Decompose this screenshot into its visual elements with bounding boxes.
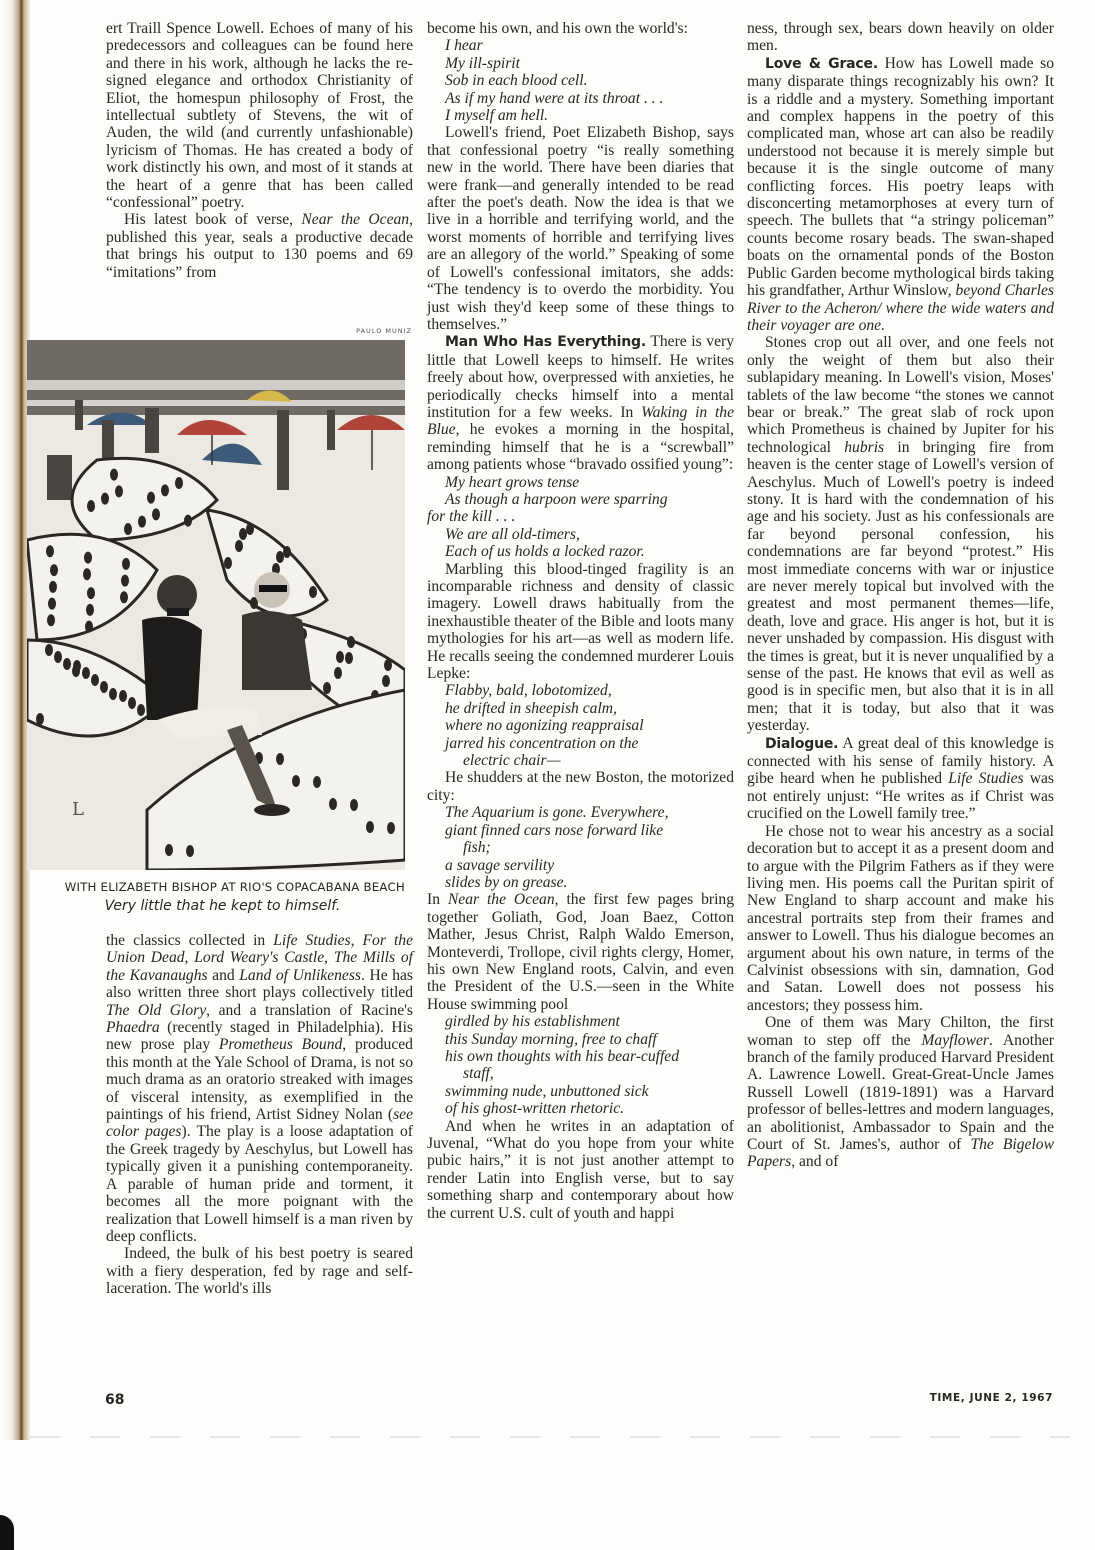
verse-line: As though a harpoon were sparring xyxy=(445,490,668,508)
text-run: There is very little that Lowell keeps to himself. He writes freely about how, overpressed with anxieties, he periodically checks himself into a mental institution for a few weeks. In xyxy=(427,333,734,421)
verse-line: As if my hand were at its throat . . . xyxy=(445,89,664,107)
kite-spot xyxy=(36,713,44,725)
kite-spot xyxy=(283,546,291,558)
verse-line: We are all old-timers, xyxy=(445,525,580,543)
section-subhead: Love & Grace. xyxy=(765,55,878,72)
text-run: A great deal of this knowledge is connected with his sense of family history. A gibe heard when he published xyxy=(747,734,1054,788)
kite-spot xyxy=(382,675,390,687)
kite-spot xyxy=(184,515,192,527)
kite-spot xyxy=(239,528,247,540)
kite-spot xyxy=(128,697,136,709)
kite-spot xyxy=(86,604,94,616)
verse-line: Sob in each blood cell. xyxy=(445,72,588,90)
kite-spot xyxy=(122,558,130,570)
verse-line: I myself am hell. xyxy=(445,107,549,125)
kite-spot xyxy=(87,587,95,599)
text-run: the classics collected in xyxy=(106,932,274,949)
text-run: ). The play is a loose adaptation of the Greek tragedy by Aeschylus, but Lowell has typically given it a punishing contemporaneity. A parable of human pride and torment, it becomes all the more poignant with the realization that Lowell himself is a man riven by deep conflicts. xyxy=(106,1123,413,1245)
verse-quote xyxy=(427,474,734,561)
verse-line: a savage servility xyxy=(445,856,555,874)
text-run: . He has also written three short plays collectively titled xyxy=(106,966,413,1002)
play-title: The Old Glory xyxy=(106,1001,207,1019)
kite-spot xyxy=(85,621,93,633)
kite-spot xyxy=(83,568,91,580)
verse-line: I hear xyxy=(445,37,483,55)
kite-spot xyxy=(84,552,92,564)
text-run: and xyxy=(207,966,240,984)
kite-spot xyxy=(47,614,55,626)
kite-spot xyxy=(101,493,109,505)
kite-spot xyxy=(115,485,123,497)
verse-line: Each of us holds a locked razor. xyxy=(445,543,645,561)
verse-line: swimming nude, unbuttoned sick xyxy=(445,1082,649,1100)
kite-spot xyxy=(109,688,117,700)
book-titles: Life Studies, For the Union Dead, Lord Weary's Castle, The Mills of the Kavanaughs xyxy=(106,932,414,984)
photo-subcaption: Very little that he kept to himself. xyxy=(104,898,341,914)
text-run: Stones crop out all over, and one feels not only the weight of them but also their sublapidary meaning. In Lowell's vision, Moses' tablets of the law become “the stones we cannot bear or break.” The great slab of rock upon which Prometheus is chained by Jupiter for his technological xyxy=(747,334,1054,456)
kite-spot xyxy=(334,667,342,679)
verse-inline-quote: beyond Charles River to the Acheron/ where the wide waters and their voyager are one. xyxy=(747,282,1054,334)
paragraph: And when he writes in an adaptation of Juvenal, “What do you hope from your white pubic hairs,” it is not just another attempt to render Latin into English verse, but to say something sharp and contemporary about how the current U.S. cult of youth and happi xyxy=(427,1117,734,1222)
kite-spot xyxy=(347,636,355,648)
verse-line: girdled by his establishment xyxy=(445,1013,620,1031)
verse-line: for the kill . . . xyxy=(427,508,516,526)
kite-spot xyxy=(138,516,146,528)
column-3 xyxy=(747,20,1054,1171)
paragraph: become his own, and his own the world's: xyxy=(427,20,688,37)
paragraph xyxy=(747,1014,1054,1171)
kite-spot xyxy=(276,551,284,563)
column-1-top xyxy=(106,20,413,281)
kite-spot xyxy=(119,690,127,702)
poem-title: Waking in the Blue xyxy=(427,403,734,439)
beach-photo-illustration xyxy=(27,340,405,870)
verse-line: fish; xyxy=(463,839,491,857)
book-title: Near the Ocean xyxy=(447,891,555,909)
kite-spot xyxy=(235,540,243,552)
verse-quote xyxy=(427,804,734,891)
text-run: (recently staged in Philadelphia). His new prose play xyxy=(106,1019,413,1054)
play-title: Prometheus Bound xyxy=(218,1036,343,1054)
verse-line: he drifted in sheepish calm, xyxy=(445,699,617,717)
kite-spot xyxy=(309,586,317,598)
text-run: , published this year, seals a productive decade that brings his output to 130 poems and 69 “imitations” from xyxy=(106,211,413,281)
surf xyxy=(27,380,405,390)
verse-line: jarred his concentration on the xyxy=(445,734,639,752)
book-title: The Bigelow Papers xyxy=(747,1136,1054,1171)
book-title: Life Studies xyxy=(948,770,1024,788)
text-run: In xyxy=(427,891,448,909)
text-run: , the first few pages bring together Goliath, God, Joan Baez, Cotton Mather, Jesus Christ, Ralph Waldo Emerson, Monteverdi, Trollope, civil rights clergy, Homer, his own New England roots, Calvin, and even the President of the U.S.—seen in the White House swimming pool xyxy=(427,891,735,1013)
paragraph: Lowell's friend, Poet Elizabeth Bishop, says that confessional poetry “is really something new in the world. There have been diaries that were frank—and generally intended to be read after the poet's death. Now the idea is that we live in a horrible and terrifying world, and the worst moments of horrible and terrifying lives are an allegory of the world.” Speaking of some of Lowell's confessional imitators, she adds: “The tendency is to overdo the morbidity. You just wish they'd keep some of these things to themselves.” xyxy=(427,124,734,333)
play-title: Phaedra xyxy=(106,1019,160,1037)
book-title: Near the Ocean xyxy=(301,211,410,229)
paragraph xyxy=(747,55,1054,335)
paragraph xyxy=(106,932,413,1245)
paragraph: Marbling this blood-tinged fragility is an incomparable richness and density of classic imagery. Lowell draws habitually from the inexhaustible theater of the Bible and loots many mythologies for his art—as well as modern life. He recalls seeing the condemned murderer Louis Lepke: xyxy=(427,560,734,683)
verse-line: My heart grows tense xyxy=(445,473,580,491)
kite-spot xyxy=(366,821,374,833)
verse-quote xyxy=(427,1013,734,1117)
verse-line: this Sunday morning, free to chaff xyxy=(445,1030,657,1048)
verse-line: slides by on grease. xyxy=(445,873,568,891)
section-subhead: Man Who Has Everything. xyxy=(445,334,646,351)
kite-spot xyxy=(387,822,395,834)
paragraph xyxy=(427,333,734,473)
book-title: Land of Unlikeness xyxy=(239,966,361,984)
verse-quote xyxy=(427,682,734,769)
verse-line: where no agonizing reappraisal xyxy=(445,717,644,735)
kite-spot xyxy=(329,798,337,810)
kite-spot xyxy=(313,776,321,788)
column-1-bottom xyxy=(106,932,413,1298)
beach-photo xyxy=(27,340,405,870)
kite-spot xyxy=(63,658,71,670)
kite-spot xyxy=(345,652,353,664)
verse-line: electric chair— xyxy=(463,752,561,770)
kite-spot xyxy=(121,575,129,587)
section-subhead: Dialogue. xyxy=(765,735,839,752)
paragraph: Indeed, the bulk of his best poetry is seared with a fiery desperation, fed by rage and self-laceration. The world's ills xyxy=(106,1245,413,1298)
kite-spot xyxy=(350,799,358,811)
kite-spot xyxy=(48,598,56,610)
issue-date-line: TIME, JUNE 2, 1967 xyxy=(929,1392,1053,1404)
paragraph xyxy=(427,891,734,1013)
kite-spot xyxy=(336,651,344,663)
kite-spot xyxy=(73,660,81,672)
verse-line: of his ghost-written rhetoric. xyxy=(445,1100,625,1118)
binding-corner xyxy=(0,1515,14,1550)
text-run: How has Lowell made so many disparate things recognizably his own? It is a riddle and a mystery. Something important and complex happens in the poetry of this complicated man, whose art can also be readily understood not because it is merely simple but because it is the single outcome of many conflicting forces. His poetry leaps with disconcerting metamorphoses at every turn of speech. The bullets that “a stringy policeman” counts become rosary beads. The swan-shaped boats on the ornamental ponds of the Boston Public Garden become mythological birds taking his grandfather, Arthur Winslow, xyxy=(747,54,1054,300)
column-2 xyxy=(427,20,734,1222)
kite-spot xyxy=(91,674,99,686)
photo-caption: WITH ELIZABETH BISHOP AT RIO'S COPACABANA BEACH xyxy=(64,880,405,894)
verse-line: The Aquarium is gone. Everywhere, xyxy=(445,804,669,822)
ship-name: Mayflower xyxy=(921,1031,989,1049)
text-run: . Another branch of the family produced Harvard President A. Lawrence Lowell. Great-Great-Uncle James Russell Lowell (1819-1891) was a Harvard professor of belles-lettres and modern languages, an abolitionist, Ambassador to Spain and the Court of St. James's, author of xyxy=(747,1031,1054,1153)
paragraph: ness, through sex, bears down heavily on older men. xyxy=(747,20,1054,55)
verse-line: his own thoughts with his bear-cuffed xyxy=(445,1047,680,1065)
kite-spot xyxy=(100,681,108,693)
verse-line: staff, xyxy=(463,1065,494,1083)
kite-spot xyxy=(110,469,118,481)
cross-reference: see color pages xyxy=(106,1106,413,1141)
kite-spot xyxy=(161,484,169,496)
kite-spot xyxy=(384,659,392,671)
text-run: His latest book of verse, xyxy=(124,211,302,229)
book-binding-edge xyxy=(0,0,30,1440)
kite-spot xyxy=(120,591,128,603)
kite-spot xyxy=(137,704,145,716)
kite-spot xyxy=(292,775,300,787)
kite-spot xyxy=(175,477,183,489)
surf-line xyxy=(27,400,405,406)
paragraph xyxy=(747,334,1054,734)
kite-spot xyxy=(165,844,173,856)
text-run: , and of xyxy=(791,1153,839,1171)
page-number: 68 xyxy=(105,1392,125,1408)
print-artifact xyxy=(30,1436,1070,1438)
verse-line: giant finned cars nose forward like xyxy=(445,821,664,839)
kite-spot xyxy=(246,523,254,535)
kite-spot xyxy=(46,545,54,557)
kite-spot xyxy=(147,492,155,504)
kite-spot xyxy=(152,508,160,520)
text-run: One of them was Mary Chilton, the first woman to step off the xyxy=(747,1014,1054,1049)
kite-spot xyxy=(50,564,58,576)
verse-quote xyxy=(427,37,734,124)
photo-credit: PAULO MUNIZ xyxy=(356,327,412,335)
kite-spot xyxy=(49,581,57,593)
text-run: , he evokes a morning in the hospital, reminding himself that he is a “screwball” among patients whose “bravado ossified young”: xyxy=(427,421,734,474)
text-run: , produced this month at the Yale School of Drama, is not so much drama as an oratorio streaked with images of visceral intensity, as exemplified in the paintings of his friend, Artist Sidney Nolan ( xyxy=(106,1036,413,1124)
paragraph xyxy=(747,735,1054,823)
kite-spot xyxy=(186,845,194,857)
verse-line: My ill-spirit xyxy=(445,54,520,72)
emphasis: hubris xyxy=(844,438,885,456)
paragraph: He shudders at the new Boston, the motorized city: xyxy=(427,769,734,804)
verse-line: Flabby, bald, lobotomized, xyxy=(445,682,612,700)
kite-spot xyxy=(82,667,90,679)
kite-spot xyxy=(276,753,284,765)
kite-spot xyxy=(54,651,62,663)
paragraph: ert Traill Spence Lowell. Echoes of many of his predecessors and colleagues can be found here and there in his work, although he lacks the resigned elegance and orthodox Christianity of Eliot, the homespun philosophy of Frost, the intellectual subtlety of Stevens, the wit of Auden, the wild (and currently unfashionable) lyricism of Thomas. He has created a body of work distinctly his own, and most of it stands at the heart of a genre that has been called “confessional” poetry. xyxy=(106,20,413,212)
kite-spot xyxy=(224,557,232,569)
text-run: in bringing fire from heaven is the center stage of Lowell's version of Aeschylus. Much of Lowell's poetry is indeed stony. It is hard with the condemnation of his age and his society. Just as his confessionals are far beyond personal confession, his condemnations are far beyond “protest.” His most immediate concerns with war or injustice are never merely topical but involved with the greatest and most permanent themes—life, death, love and grace. His anger is hot, but it is never unshaded by compassion. His disgust with the times is great, but it is never unqualified by a sense of the past. He knows that evil as well as good is in specific men, but also that it is in all men; that it is today, but also that it was yesterday. xyxy=(747,438,1054,735)
sand-mark: L xyxy=(72,799,84,820)
text-run: was not entirely unjust: “He writes as if Christ was crucified on the Lowell family tree.” xyxy=(747,770,1054,823)
kite-spot xyxy=(124,523,132,535)
kite-spot xyxy=(87,500,95,512)
text-run: , and a translation of Racine's xyxy=(206,1001,413,1019)
kite-spot xyxy=(45,644,53,656)
kite-spot xyxy=(323,682,331,694)
paragraph: He chose not to wear his ancestry as a social decoration but to accept it as a present doom and to argue with the Pilgrim Fathers as if they were living men. His poems call the Puritan spirit of New England to sharp account and make his ancestral portraits step from their frames and answer to Lowell. Thus his dialogue becomes an argument about his own nature, in terms of the Calvinist obsessions with sin, damnation, God and Satan. Lowell does not possess his ancestors; they possess him. xyxy=(747,822,1054,1014)
paragraph xyxy=(106,211,413,281)
